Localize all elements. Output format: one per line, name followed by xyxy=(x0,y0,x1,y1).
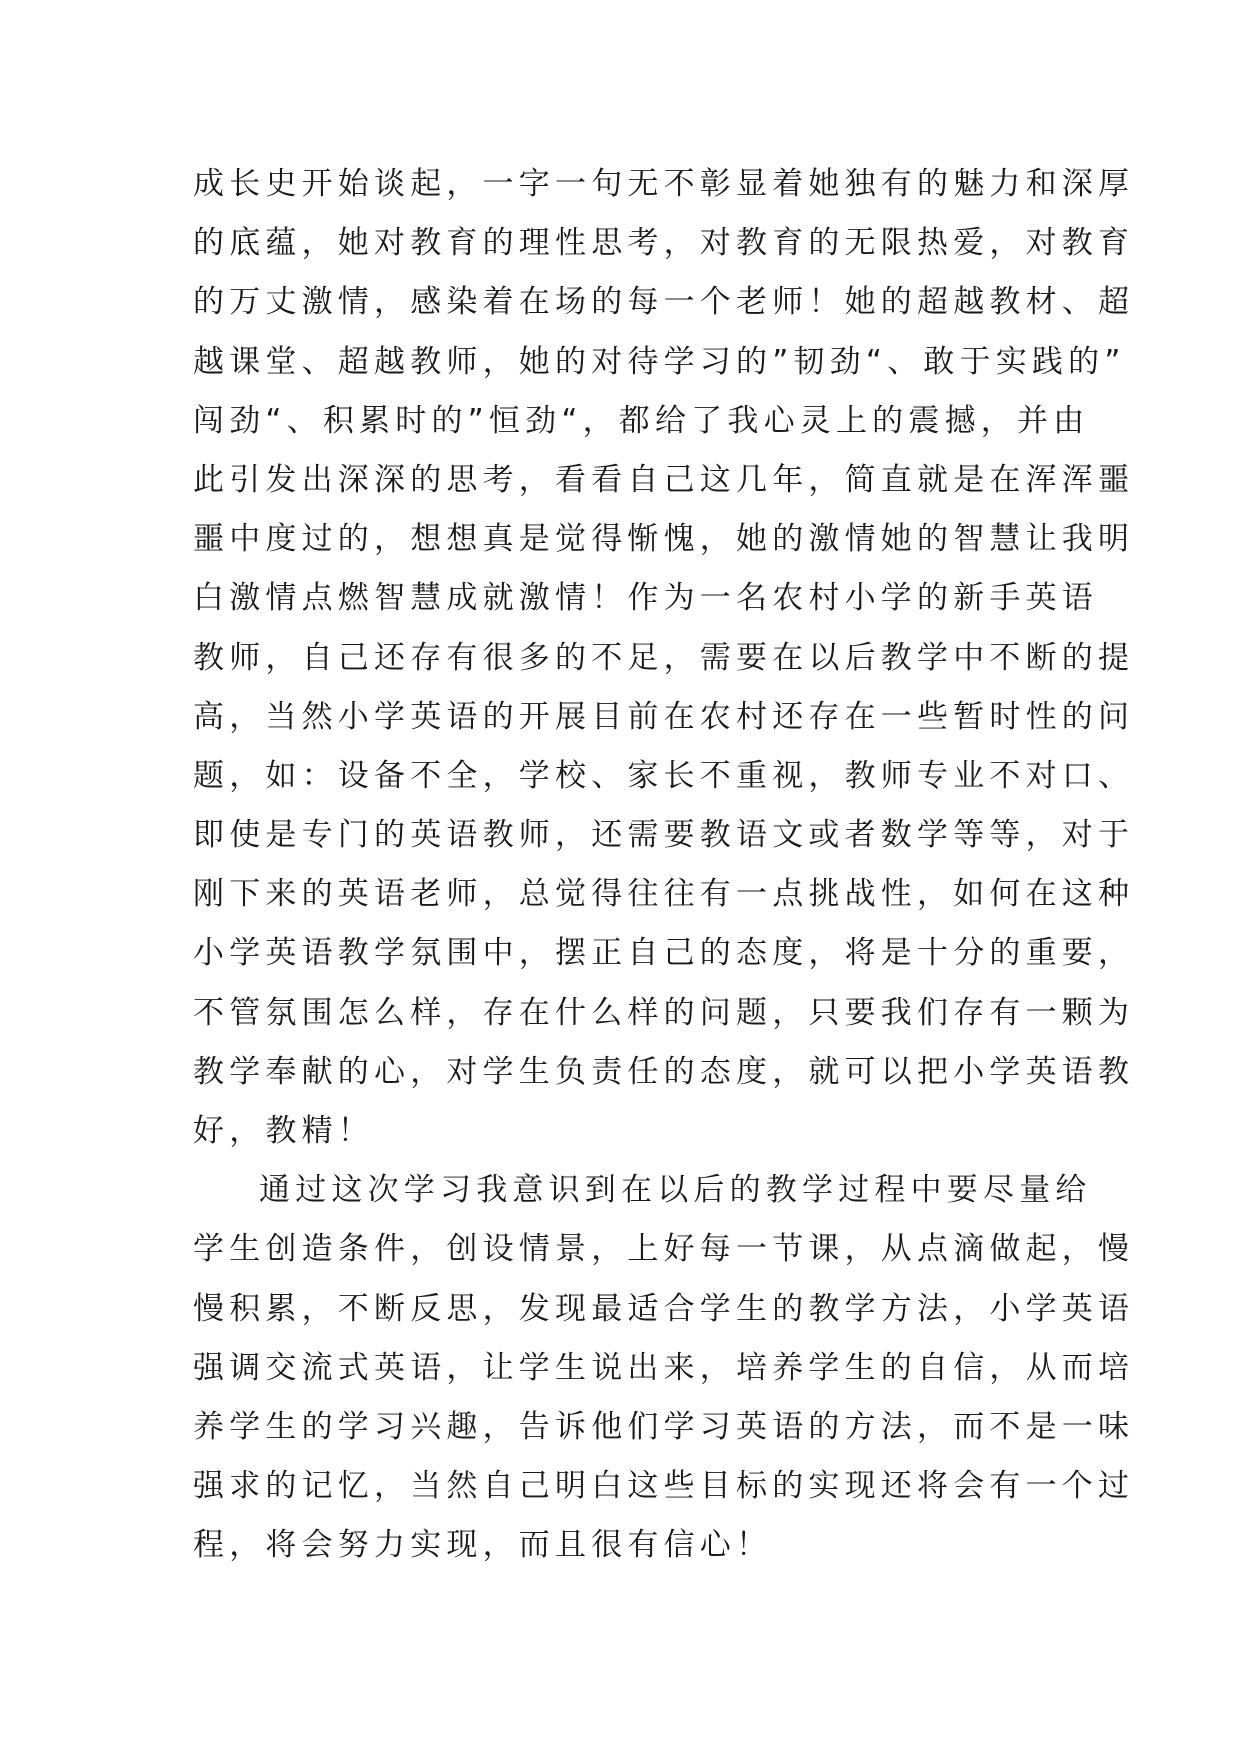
text-line: 教师，自己还存有很多的不足，需要在以后教学中不断的提 xyxy=(193,639,1135,676)
paragraph-start-line: 通过这次学习我意识到在以后的教学过程中要尽量给 xyxy=(259,1172,1092,1209)
text-line: 题，如：设备不全，学校、家长不重视，教师专业不对口、 xyxy=(193,757,1135,794)
text-line: 不管氛围怎么样，存在什么样的问题，只要我们存有一颗为 xyxy=(193,994,1135,1031)
body-text xyxy=(193,155,1135,1576)
text-line: 教学奉献的心，对学生负责任的态度，就可以把小学英语教 xyxy=(193,1053,1135,1090)
text-line: 即使是专门的英语教师，还需要教语文或者数学等等，对于 xyxy=(193,817,1135,854)
text-line: 此引发出深深的思考，看看自己这几年，简直就是在浑浑噩 xyxy=(193,461,1135,498)
text-line: 慢积累，不断反思，发现最适合学生的教学方法，小学英语 xyxy=(193,1290,1135,1327)
text-line: 白激情点燃智慧成就激情！作为一名农村小学的新手英语 xyxy=(193,580,1098,617)
text-line: 学生创造条件，创设情景，上好每一节课，从点滴做起，慢 xyxy=(193,1231,1135,1268)
text-line: 养学生的学习兴趣，告诉他们学习英语的方法，而不是一味 xyxy=(193,1408,1135,1445)
text-line: 强求的记忆，当然自己明白这些目标的实现还将会有一个过 xyxy=(193,1468,1135,1505)
text-line: 成长史开始谈起，一字一句无不彰显着她独有的魅力和深厚 xyxy=(193,166,1135,202)
text-line: 高，当然小学英语的开展目前在农村还存在一些暂时性的问 xyxy=(193,698,1135,735)
text-line: 闯劲“、积累时的”恒劲“，都给了我心灵上的震撼，并由 xyxy=(193,402,1090,439)
text-line: 刚下来的英语老师，总觉得往往有一点挑战性，如何在这种 xyxy=(193,876,1135,913)
text-line: 好，教精！ xyxy=(193,1113,374,1149)
text-line: 的万丈激情，感染着在场的每一个老师！她的超越教材、超 xyxy=(193,284,1135,321)
text-line: 的底蕴，她对教育的理性思考，对教育的无限热爱，对教育 xyxy=(193,225,1135,262)
text-line: 小学英语教学氛围中，摆正自己的态度，将是十分的重要， xyxy=(193,935,1135,972)
text-line: 程，将会努力实现，而且很有信心！ xyxy=(193,1527,773,1564)
text-line: 噩中度过的，想想真是觉得惭愧，她的激情她的智慧让我明 xyxy=(193,521,1135,558)
text-line: 越课堂、超越教师，她的对待学习的”韧劲“、敢于实践的” xyxy=(193,343,1126,380)
text-line: 强调交流式英语，让学生说出来，培养学生的自信，从而培 xyxy=(193,1349,1135,1386)
